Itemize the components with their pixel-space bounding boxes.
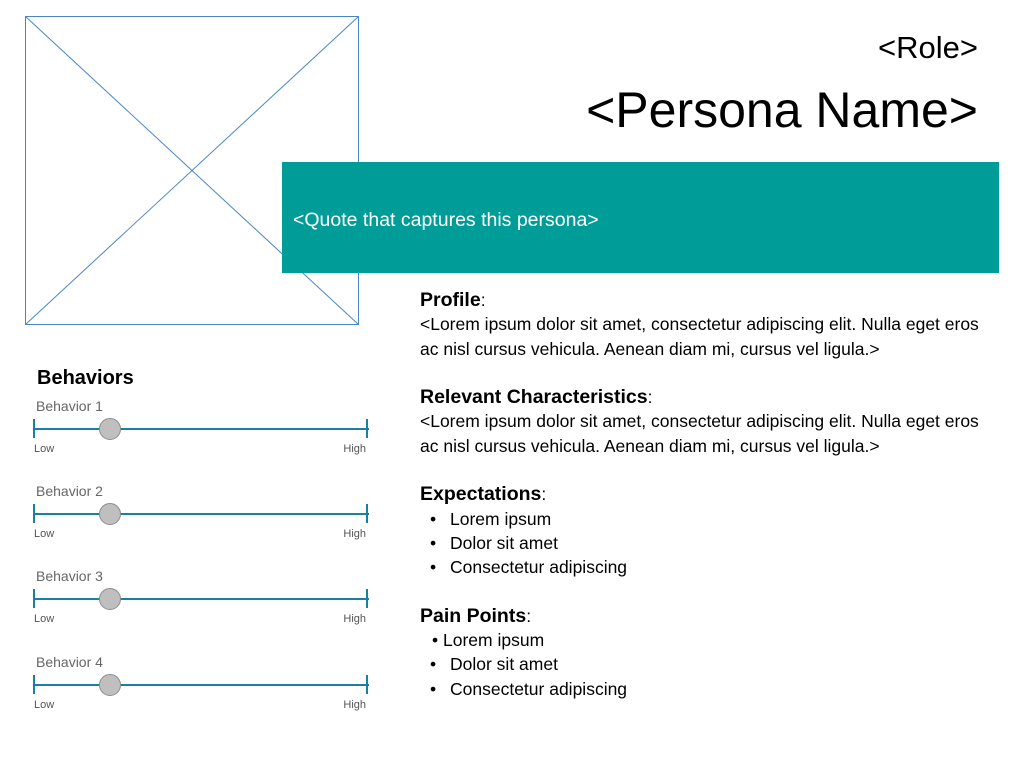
bullet-icon: • [430,557,437,578]
slider-min-tick [33,589,35,608]
slider-low-label: Low [34,443,55,455]
list-item [420,652,990,676]
behavior-label: Behavior 2 [36,483,103,499]
slider-track[interactable] [33,513,369,515]
slider-low-label: Low [34,699,55,711]
behavior-slider-4 [33,654,369,724]
bullet-icon: • [430,508,437,529]
pain-points-section [420,604,990,701]
expectations-list [420,507,990,580]
slider-high-label: High [343,699,366,711]
bullet-icon: • [432,630,439,651]
list-item-text: Dolor sit amet [450,532,558,553]
list-item-text: Consectetur adipiscing [450,678,628,699]
expectations-colon: : [541,484,547,505]
characteristics-section [420,385,990,458]
slider-handle[interactable] [99,674,121,696]
persona-details [420,288,990,725]
characteristics-colon: : [647,387,653,408]
bullet-icon: • [430,654,437,675]
behavior-slider-1 [33,398,369,468]
behavior-label: Behavior 1 [36,398,103,414]
slider-handle[interactable] [99,588,121,610]
behavior-label: Behavior 4 [36,654,103,670]
list-item [420,628,990,652]
behavior-label: Behavior 3 [36,568,103,584]
expectations-heading: Expectations [420,483,542,506]
list-item-text: Dolor sit amet [450,654,558,675]
persona-name: <Persona Name> [586,82,978,138]
list-item-text: Lorem ipsum [450,508,552,529]
slider-high-label: High [343,443,366,455]
profile-text: <Lorem ipsum dolor sit amet, consectetur adipiscing elit. Nulla eget eros ac nisl cursus vehicula. Aenean diam mi, cursus vel ligula.> [420,314,979,359]
slider-track[interactable] [33,428,369,430]
behavior-slider-3 [33,568,369,638]
slider-max-tick [366,675,368,694]
list-item [420,531,990,555]
slider-max-tick [366,589,368,608]
profile-heading: Profile [420,289,481,311]
slider-high-label: High [343,528,366,540]
persona-role: <Role> [878,30,978,65]
behavior-slider-2 [33,483,369,553]
persona-quote: <Quote that captures this persona> [293,208,599,231]
slider-handle[interactable] [99,418,121,440]
characteristics-heading: Relevant Characteristics [420,386,648,409]
pain-points-list [420,628,990,701]
profile-colon: : [480,290,486,310]
slider-min-tick [33,419,35,438]
slider-min-tick [33,675,35,694]
bullet-icon: • [430,678,437,699]
list-item-text: Lorem ipsum [443,630,545,651]
pain-points-colon: : [526,605,532,626]
characteristics-text: <Lorem ipsum dolor sit amet, consectetur adipiscing elit. Nulla eget eros ac nisl cursus vehicula. Aenean diam mi, cursus vel ligula.> [420,411,979,456]
expectations-section [420,482,990,579]
bullet-icon: • [430,532,437,553]
list-item [420,555,990,579]
slider-max-tick [366,419,368,438]
slider-track[interactable] [33,684,369,686]
slider-max-tick [366,504,368,523]
quote-banner [282,162,999,273]
slider-handle[interactable] [99,503,121,525]
list-item [420,507,990,531]
slider-min-tick [33,504,35,523]
behaviors-heading: Behaviors [37,367,134,389]
slider-high-label: High [343,613,366,625]
slider-track[interactable] [33,598,369,600]
slider-low-label: Low [34,613,55,625]
slider-low-label: Low [34,528,55,540]
pain-points-heading: Pain Points [420,604,527,627]
list-item [420,677,990,701]
list-item-text: Consectetur adipiscing [450,557,628,578]
profile-section [420,288,990,361]
